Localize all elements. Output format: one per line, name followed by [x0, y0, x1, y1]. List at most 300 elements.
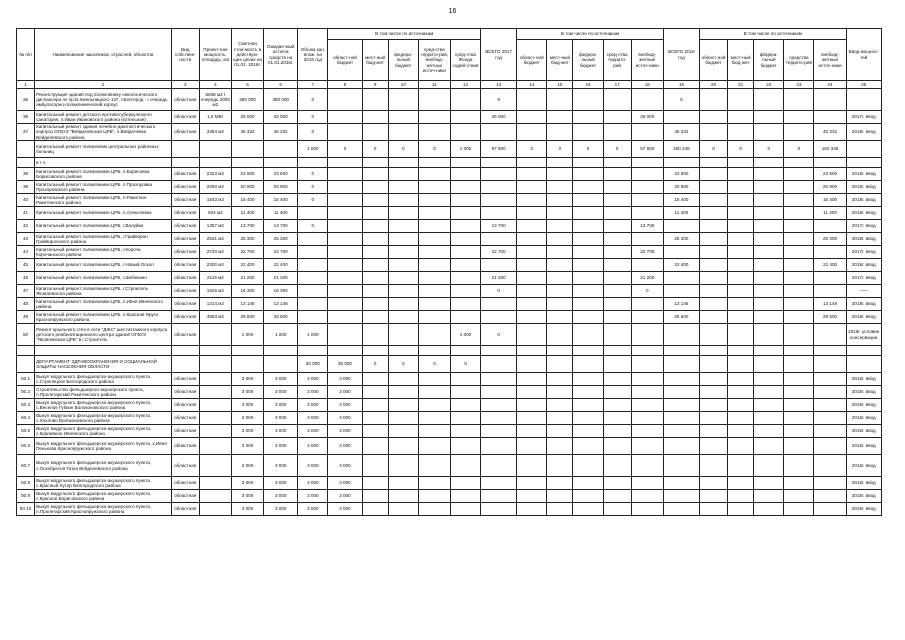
table-row — [17, 438, 882, 455]
table-cell — [728, 399, 754, 412]
table-cell — [699, 181, 727, 194]
table-cell: 2050 м2 — [199, 181, 231, 194]
table-cell — [199, 346, 231, 356]
table-cell — [754, 386, 784, 399]
table-cell: 3 000 — [264, 455, 298, 477]
table-cell: областная — [171, 220, 199, 233]
table-cell — [631, 207, 663, 220]
table-cell — [171, 356, 199, 373]
column-index-cell: 16 — [573, 81, 603, 89]
table-cell — [846, 141, 881, 158]
table-cell — [388, 158, 418, 168]
table-cell — [450, 158, 480, 168]
table-cell: 2018г. ввод — [846, 124, 881, 141]
table-cell: областная — [171, 373, 199, 386]
object-name-cell: Капитальный ремонт поликлиники ЦРБ, г.Строитель Яковлевского района — [35, 285, 172, 298]
table-cell — [784, 158, 814, 168]
table-cell: 3 000 — [264, 490, 298, 503]
table-cell — [362, 285, 388, 298]
table-cell — [728, 490, 754, 503]
table-cell: 44 — [17, 246, 35, 259]
table-cell — [481, 477, 517, 490]
table-row — [17, 233, 882, 246]
table-cell — [699, 233, 727, 246]
table-cell — [517, 356, 547, 373]
table-cell: 3 000 — [298, 455, 328, 477]
table-cell — [362, 220, 388, 233]
table-cell: 13 148 — [231, 298, 263, 311]
table-cell — [481, 233, 517, 246]
table-cell — [699, 346, 727, 356]
table-cell: 22 700 — [631, 246, 663, 259]
table-cell — [418, 246, 450, 259]
table-cell: 3 000 — [328, 503, 362, 516]
column-index-cell: 11 — [418, 81, 450, 89]
table-cell: 15 400 — [663, 194, 699, 207]
object-name-cell: Выкуп модульного фельдшерско-акушерского пункта, с.Красное Борисовского района — [35, 490, 172, 503]
column-index-cell: 1 — [17, 81, 35, 89]
table-cell: 2016г. условие консервации — [846, 324, 881, 346]
table-cell — [418, 425, 450, 438]
table-cell: 2323 м2 — [199, 168, 231, 181]
table-cell — [699, 503, 727, 516]
table-cell — [388, 490, 418, 503]
table-cell: 22 400 — [264, 259, 298, 272]
table-cell — [547, 490, 573, 503]
table-cell — [573, 490, 603, 503]
table-cell: областная — [171, 89, 199, 111]
table-cell — [728, 207, 754, 220]
table-cell — [814, 272, 846, 285]
table-cell — [517, 386, 547, 399]
table-row — [17, 285, 882, 298]
table-row — [17, 89, 882, 111]
column-index-cell: 7 — [298, 81, 328, 89]
object-name-cell: Выкуп модульного фельдшерско-акушерского пункта, х.Ивня Пенькова Краснояружского района — [35, 438, 172, 455]
table-cell — [603, 412, 631, 425]
table-cell: 0 — [603, 141, 631, 158]
table-cell: 3 000 — [231, 399, 263, 412]
table-cell — [784, 298, 814, 311]
table-cell — [298, 298, 328, 311]
table-cell — [418, 168, 450, 181]
table-cell: 0 — [784, 141, 814, 158]
table-cell — [328, 246, 362, 259]
table-cell: 36 — [17, 111, 35, 124]
table-cell: 0 — [298, 124, 328, 141]
header-regional-2018: област-ной бюджет — [699, 40, 727, 81]
table-cell — [517, 272, 547, 285]
table-cell — [631, 399, 663, 412]
table-cell — [663, 477, 699, 490]
table-cell — [547, 272, 573, 285]
table-cell: 25 000 — [481, 111, 517, 124]
table-cell — [418, 490, 450, 503]
table-cell — [728, 324, 754, 346]
table-cell: 3 000 — [231, 438, 263, 455]
table-cell: 0 — [362, 141, 388, 158]
table-cell — [603, 399, 631, 412]
table-cell — [728, 89, 754, 111]
table-cell: 2016г. ввод — [846, 455, 881, 477]
table-cell — [418, 438, 450, 455]
table-cell — [754, 438, 784, 455]
table-cell — [784, 272, 814, 285]
table-cell — [450, 89, 480, 111]
table-cell: 22 700 — [481, 246, 517, 259]
table-cell — [754, 311, 784, 324]
table-cell — [517, 181, 547, 194]
table-cell: областная — [171, 111, 199, 124]
table-cell — [631, 503, 663, 516]
header-remainder: Ожидае-мый остаток средств на 01.01.2016г. — [264, 29, 298, 81]
table-cell — [699, 158, 727, 168]
table-cell — [547, 111, 573, 124]
table-cell: 50.1 — [17, 373, 35, 386]
table-cell — [699, 324, 727, 346]
object-name-cell: Капитальный ремонт детского противотуберкулезного санатория, п.Иван Ивановского района (котельная) — [35, 111, 172, 124]
table-cell: 40 — [17, 194, 35, 207]
table-cell — [481, 386, 517, 399]
table-cell — [631, 89, 663, 111]
table-cell — [517, 233, 547, 246]
table-cell: 50.7 — [17, 455, 35, 477]
table-cell — [362, 246, 388, 259]
table-cell — [784, 324, 814, 346]
table-cell: 50.5 — [17, 425, 35, 438]
table-cell — [814, 477, 846, 490]
header-offbudget-2018: внебюд-жетные источ-ники — [814, 40, 846, 81]
table-cell: 2016г. ввод — [846, 399, 881, 412]
table-cell — [663, 412, 699, 425]
table-cell — [199, 158, 231, 168]
table-cell — [418, 233, 450, 246]
table-cell: 1 000 — [231, 324, 263, 346]
table-cell — [547, 455, 573, 477]
object-name-cell: Капитальный ремонт поликлиники ЦРБ, п.Прохоровка Прохоровского района — [35, 181, 172, 194]
table-cell — [199, 438, 231, 455]
object-name-cell: Капитальный ремонт поликлиники ЦРБ, п.Борисовка Борисовского района — [35, 168, 172, 181]
table-row — [17, 356, 882, 373]
table-cell — [814, 346, 846, 356]
table-cell: 23 600 — [814, 168, 846, 181]
table-cell: 3 000 — [298, 425, 328, 438]
table-cell — [728, 194, 754, 207]
table-cell: 45 — [17, 259, 35, 272]
table-cell — [784, 311, 814, 324]
table-cell — [754, 373, 784, 386]
header-num: № п/п — [17, 29, 35, 81]
table-cell — [481, 455, 517, 477]
table-cell — [663, 356, 699, 373]
table-cell — [784, 246, 814, 259]
table-cell — [846, 346, 881, 356]
table-cell: 160 348 — [663, 141, 699, 158]
table-cell — [388, 181, 418, 194]
table-cell — [171, 141, 199, 158]
table-cell — [728, 220, 754, 233]
table-cell — [631, 194, 663, 207]
table-cell: 0 — [631, 285, 663, 298]
table-cell: 3 000 — [264, 438, 298, 455]
table-cell: 3 000 — [264, 412, 298, 425]
table-cell — [418, 346, 450, 356]
table-cell — [481, 490, 517, 503]
table-cell: 23 600 — [231, 168, 263, 181]
table-cell: 3 000 — [264, 399, 298, 412]
table-cell — [814, 111, 846, 124]
table-cell: 30 000 — [328, 356, 362, 373]
table-cell: 50.8 — [17, 477, 35, 490]
table-cell — [573, 246, 603, 259]
table-cell: 3 000 — [264, 373, 298, 386]
table-cell — [603, 373, 631, 386]
table-cell — [573, 438, 603, 455]
table-cell — [328, 111, 362, 124]
column-index-cell: 25 — [846, 81, 881, 89]
table-cell — [547, 399, 573, 412]
table-cell — [784, 399, 814, 412]
table-cell: 22 400 — [814, 259, 846, 272]
table-cell — [603, 311, 631, 324]
table-cell — [450, 438, 480, 455]
table-cell — [754, 168, 784, 181]
table-cell: 0 — [418, 356, 450, 373]
table-cell — [481, 207, 517, 220]
table-cell — [517, 477, 547, 490]
table-cell — [362, 311, 388, 324]
table-cell — [603, 158, 631, 168]
table-cell — [784, 233, 814, 246]
table-cell — [663, 490, 699, 503]
table-cell — [450, 285, 480, 298]
table-cell — [631, 425, 663, 438]
table-cell — [728, 285, 754, 298]
table-cell: 4863 м2 — [199, 311, 231, 324]
table-row — [17, 346, 882, 356]
table-cell — [754, 503, 784, 516]
object-name-cell: Капитальный ремонт поликлиники ЦРБ, п.Красная Яруга Краснояружского района — [35, 311, 172, 324]
column-index-cell: 3 — [171, 81, 199, 89]
table-cell: областная — [171, 181, 199, 194]
table-cell: 924 м2 — [199, 207, 231, 220]
table-cell: 50 — [17, 324, 35, 346]
header-commissioning: Ввод мощнос-тей — [846, 29, 881, 81]
object-name-cell: Выкуп модульного фельдшерско-акушерского пункта, с.Крапивное Ивнянского района — [35, 425, 172, 438]
object-name-cell: Выкуп модульного фельдшерско-акушерского пункта, с.Стрелецкое Белгородского района — [35, 373, 172, 386]
table-cell: 2016г. ввод — [846, 438, 881, 455]
table-cell: областная — [171, 124, 199, 141]
table-cell — [846, 158, 881, 168]
table-cell: 25 300 — [231, 233, 263, 246]
table-cell: 28 600 — [264, 311, 298, 324]
table-cell — [547, 298, 573, 311]
table-cell — [362, 438, 388, 455]
header-territory-2016: сред-ства террито-рий, внебюд-жетных источ-ники — [418, 40, 450, 81]
table-cell: 0 — [388, 356, 418, 373]
table-cell: 50.6 — [17, 438, 35, 455]
table-cell — [199, 412, 231, 425]
table-cell: 2016г. ввод — [846, 425, 881, 438]
table-cell — [418, 412, 450, 425]
object-name-cell: Капитальный ремонт поликлиники ЦРБ, г.Короча Корочанского района — [35, 246, 172, 259]
table-cell — [728, 233, 754, 246]
table-cell — [846, 89, 881, 111]
table-cell: 39 — [17, 181, 35, 194]
table-cell — [517, 490, 547, 503]
table-cell: 3 000 — [328, 425, 362, 438]
table-cell — [418, 455, 450, 477]
table-cell: 25 000 — [231, 111, 263, 124]
table-cell — [481, 412, 517, 425]
table-cell — [631, 346, 663, 356]
table-cell — [328, 168, 362, 181]
header-federal-2016: федера-льный бюджет — [388, 40, 418, 81]
table-cell — [481, 311, 517, 324]
table-cell — [699, 399, 727, 412]
table-cell — [231, 346, 263, 356]
table-cell — [298, 246, 328, 259]
table-cell: 45 332 — [264, 124, 298, 141]
table-cell: 2017г. ввод — [846, 272, 881, 285]
table-cell: 160 348 — [814, 141, 846, 158]
table-cell: 11 400 — [231, 207, 263, 220]
table-cell: 0 — [547, 141, 573, 158]
table-cell — [784, 111, 814, 124]
table-cell — [603, 246, 631, 259]
table-cell — [450, 477, 480, 490]
table-cell — [603, 477, 631, 490]
object-name-cell — [35, 346, 172, 356]
table-cell: областная — [171, 194, 199, 207]
header-group-2018: В том числе по источникам — [699, 29, 846, 40]
table-cell — [481, 194, 517, 207]
table-cell: 50.3 — [17, 399, 35, 412]
table-cell: 38 — [17, 168, 35, 181]
object-name-cell: Капитальный ремонт здания лечебно-диагностического корпуса ОГБУЗ "Вейделевская ЦРБ", п.Вейделевка Вейделевского района — [35, 124, 172, 141]
table-cell: 2300 м2 — [199, 259, 231, 272]
header-capacity: Проект-ная мощность, площадь, м2 — [199, 29, 231, 81]
table-cell — [547, 412, 573, 425]
table-cell: областная — [171, 246, 199, 259]
table-cell: 28 600 — [814, 311, 846, 324]
table-cell — [631, 386, 663, 399]
table-cell: 1625 м2 — [199, 285, 231, 298]
table-row — [17, 141, 882, 158]
table-cell — [814, 455, 846, 477]
table-cell — [728, 124, 754, 141]
table-cell — [517, 89, 547, 111]
table-cell — [754, 412, 784, 425]
header-regional-2016: област-ной бюджет — [328, 40, 362, 81]
table-cell: 0 — [517, 141, 547, 158]
table-cell: 3 000 — [231, 455, 263, 477]
object-name-cell: Капитальный ремонт поликлиник центральных районных больниц — [35, 141, 172, 158]
table-cell: 16 300 — [264, 285, 298, 298]
table-cell: областная — [171, 207, 199, 220]
table-cell — [328, 89, 362, 111]
header-total-2018: ВСЕГО 2018 год — [663, 29, 699, 81]
table-cell — [573, 455, 603, 477]
object-name-cell: Капитальный ремонт поликлиники ЦРБ, г.Новый Оскол — [35, 259, 172, 272]
table-cell — [728, 455, 754, 477]
object-name-cell: Выкуп модульного фельдшерско-акушерского пункта, п.Пролетарский Краснояружского района — [35, 503, 172, 516]
table-cell — [728, 272, 754, 285]
table-cell: 45 332 — [814, 124, 846, 141]
table-cell: 1 000 — [450, 141, 480, 158]
table-cell — [603, 111, 631, 124]
table-cell — [728, 438, 754, 455]
table-cell — [784, 373, 814, 386]
column-index-cell: 2 — [35, 81, 172, 89]
table-cell — [418, 181, 450, 194]
table-cell — [388, 386, 418, 399]
table-cell — [362, 455, 388, 477]
table-cell — [573, 124, 603, 141]
table-cell: 2018г. ввод — [846, 207, 881, 220]
table-cell — [362, 272, 388, 285]
table-cell — [547, 311, 573, 324]
table-cell — [754, 220, 784, 233]
table-cell — [517, 298, 547, 311]
table-cell: 3 000 — [298, 386, 328, 399]
table-cell — [418, 285, 450, 298]
table-cell: областная — [171, 311, 199, 324]
table-cell: 13 148 — [814, 298, 846, 311]
table-cell: областная — [171, 455, 199, 477]
table-cell — [754, 399, 784, 412]
table-cell: областная — [171, 399, 199, 412]
table-cell — [388, 425, 418, 438]
table-row — [17, 220, 882, 233]
table-cell — [547, 373, 573, 386]
table-cell — [362, 259, 388, 272]
table-cell — [784, 181, 814, 194]
table-cell: 0 — [418, 141, 450, 158]
table-cell — [418, 324, 450, 346]
table-cell — [517, 399, 547, 412]
table-cell — [450, 220, 480, 233]
table-cell: 0 — [298, 181, 328, 194]
table-cell — [728, 111, 754, 124]
table-cell: 1543 м2 — [199, 194, 231, 207]
table-cell: 35 — [17, 89, 35, 111]
table-row — [17, 399, 882, 412]
table-cell — [481, 399, 517, 412]
table-cell — [418, 399, 450, 412]
table-cell: 0 — [663, 89, 699, 111]
header-estimate: Сметная стои-мость в действую-щих ценах на 01.01. 2016г. — [231, 29, 263, 81]
table-cell: 0 — [450, 356, 480, 373]
table-cell — [547, 220, 573, 233]
table-cell: 9 — [481, 89, 517, 111]
table-cell — [362, 298, 388, 311]
table-cell — [481, 298, 517, 311]
table-cell: 47 — [17, 285, 35, 298]
table-cell — [362, 194, 388, 207]
table-row — [17, 246, 882, 259]
table-cell — [699, 386, 727, 399]
table-cell: 6848 м2 I очередь 2000 м2 — [199, 89, 231, 111]
table-cell: 3 000 — [328, 373, 362, 386]
table-cell — [573, 194, 603, 207]
table-cell — [388, 207, 418, 220]
table-cell — [814, 89, 846, 111]
table-cell: 21 200 — [264, 272, 298, 285]
table-cell: областная — [171, 233, 199, 246]
table-cell: 0 — [699, 141, 727, 158]
table-cell — [450, 373, 480, 386]
